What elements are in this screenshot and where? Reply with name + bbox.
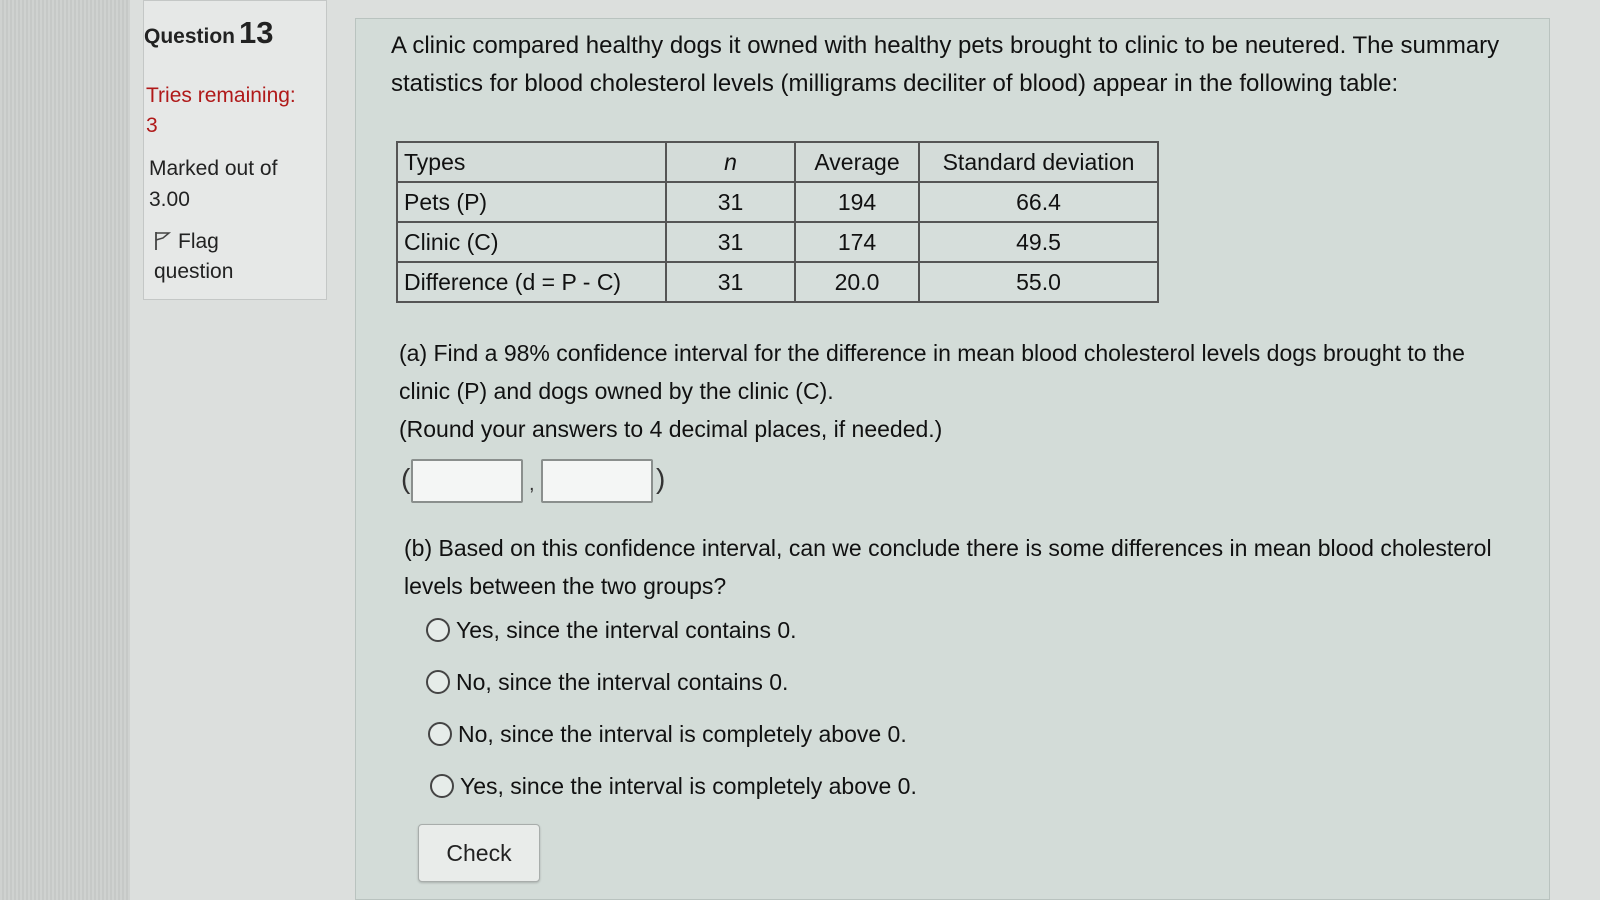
option-label: Yes, since the interval is completely above 0.	[460, 773, 917, 799]
cell-sd: 49.5	[919, 222, 1158, 262]
option-label: No, since the interval contains 0.	[456, 669, 789, 695]
lower-bound-input[interactable]	[411, 459, 523, 503]
open-paren: (	[401, 463, 411, 494]
cell-n: 31	[666, 222, 795, 262]
question-title	[144, 15, 274, 51]
question-label: Question	[144, 25, 236, 48]
header-types: Types	[397, 142, 666, 182]
upper-bound-input[interactable]	[541, 459, 653, 503]
check-button[interactable]: Check	[418, 824, 540, 882]
part-a-rounding-note: (Round your answers to 4 decimal places, if needed.)	[399, 416, 943, 442]
flag-question-link[interactable]	[154, 227, 233, 287]
cell-average: 174	[795, 222, 919, 262]
radio-button[interactable]	[430, 774, 454, 798]
table-row	[397, 262, 1158, 302]
table-header-row	[397, 142, 1158, 182]
radio-button[interactable]	[426, 618, 450, 642]
marked-value: 3.00	[149, 188, 190, 211]
option-2[interactable]	[426, 669, 788, 696]
flag-icon	[154, 230, 172, 250]
part-a	[399, 334, 1499, 448]
table-row	[397, 182, 1158, 222]
option-label: Yes, since the interval contains 0.	[456, 617, 797, 643]
cell-average: 194	[795, 182, 919, 222]
part-b-question: (b) Based on this confidence interval, can we conclude there is some differences in mean blood cholesterol levels between the two groups?	[404, 535, 1492, 599]
tries-value: 3	[146, 114, 158, 137]
question-content	[355, 18, 1550, 900]
cell-sd: 66.4	[919, 182, 1158, 222]
interval-comma: ,	[529, 473, 535, 495]
tries-label: Tries remaining:	[146, 84, 296, 107]
cell-type: Difference (d = P - C)	[397, 262, 666, 302]
marked-label: Marked out of	[149, 157, 278, 180]
question-intro: A clinic compared healthy dogs it owned with healthy pets brought to clinic to be neutered. The summary statistics for blood cholesterol levels (milligrams deciliter of blood) appear in the following table:	[391, 32, 1500, 97]
option-label: No, since the interval is completely above 0.	[458, 721, 907, 747]
tries-remaining	[146, 81, 296, 141]
question-number: 13	[239, 15, 274, 50]
cell-n: 31	[666, 182, 795, 222]
cell-n: 31	[666, 262, 795, 302]
question-info-panel	[143, 0, 327, 300]
table-row	[397, 222, 1158, 262]
close-paren: )	[656, 463, 666, 494]
radio-button[interactable]	[426, 670, 450, 694]
interval-answer	[401, 459, 701, 509]
header-average: Average	[795, 142, 919, 182]
marked-out-of	[149, 153, 277, 215]
header-n: n	[666, 142, 795, 182]
header-sd: Standard deviation	[919, 142, 1158, 182]
cell-average: 20.0	[795, 262, 919, 302]
radio-button[interactable]	[428, 722, 452, 746]
part-a-question: (a) Find a 98% confidence interval for the difference in mean blood cholesterol levels dogs brought to the clinic (P) and dogs owned by the clinic (C).	[399, 340, 1465, 404]
cell-type: Clinic (C)	[397, 222, 666, 262]
option-4[interactable]	[430, 773, 917, 800]
cell-sd: 55.0	[919, 262, 1158, 302]
flag-label: Flag	[178, 230, 219, 253]
summary-table	[396, 141, 1159, 303]
option-1[interactable]	[426, 617, 797, 644]
option-3[interactable]	[428, 721, 907, 748]
cell-type: Pets (P)	[397, 182, 666, 222]
background-strip	[0, 0, 130, 900]
flag-label-2: question	[154, 260, 234, 283]
